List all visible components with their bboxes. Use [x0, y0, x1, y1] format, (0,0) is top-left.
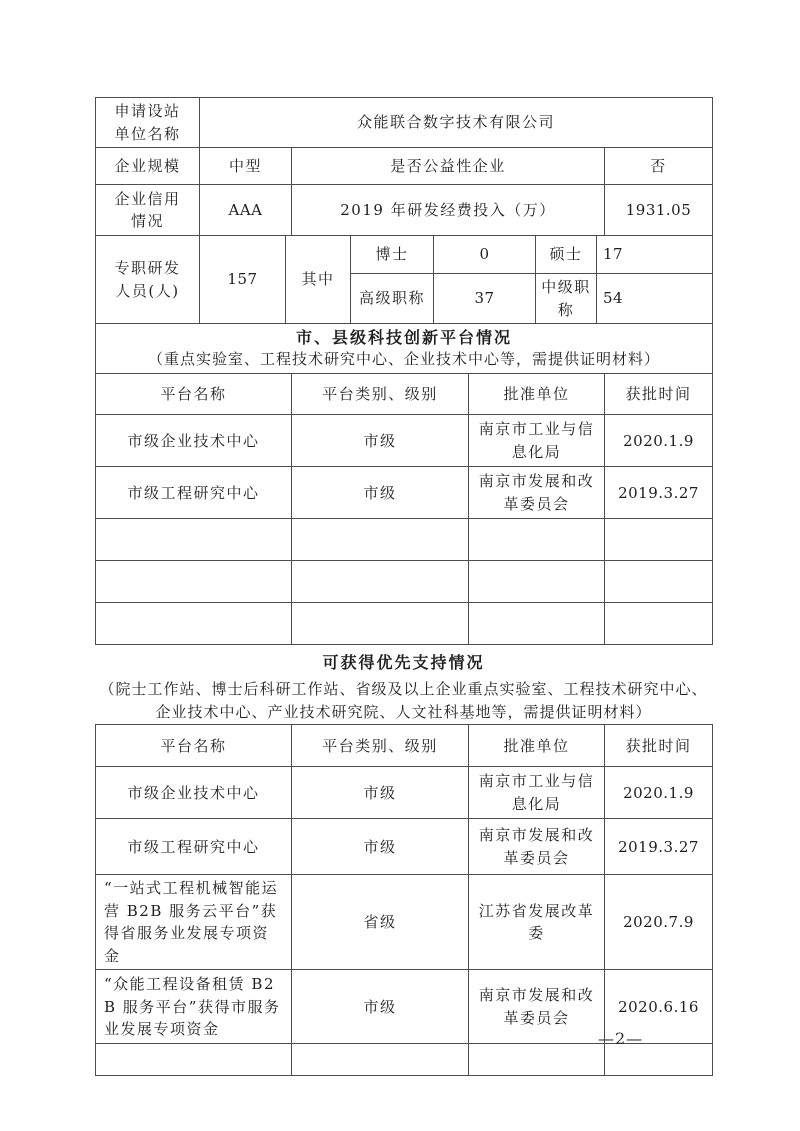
- empty-cell: [96, 603, 292, 645]
- col-header-approval-date: 获批时间: [605, 725, 713, 767]
- table-row: [96, 519, 713, 561]
- credit-label: 企业信用情况: [96, 185, 200, 236]
- empty-cell: [292, 1044, 469, 1076]
- empty-cell: [96, 1044, 292, 1076]
- platform-name-cell: 市级工程研究中心: [96, 819, 292, 875]
- empty-cell: [292, 603, 469, 645]
- public-welfare-value: 否: [605, 148, 713, 185]
- table-row: [96, 603, 713, 645]
- doctor-value: 0: [434, 236, 536, 274]
- empty-cell: [469, 519, 605, 561]
- city-section-band: [96, 324, 713, 374]
- middle-title-label: 中级职称: [536, 274, 597, 324]
- public-welfare-label: 是否公益性企业: [292, 148, 605, 185]
- approver-cell: 江苏省发展改革委: [469, 875, 605, 970]
- table-row: [96, 875, 713, 970]
- applicant-label: 申请设站单位名称: [96, 98, 200, 148]
- middle-title-value: 54: [597, 274, 713, 324]
- approver-cell: 南京市发展和改革委员会: [469, 970, 605, 1044]
- platform-level-cell: 市级: [292, 819, 469, 875]
- priority-section-subtitle: （院士工作站、博士后科研工作站、省级及以上企业重点实验室、工程技术研究中心、企业技术中心、产业技术研究院、人文社科基地等，需提供证明材料）: [99, 679, 708, 722]
- empty-cell: [605, 519, 713, 561]
- applicant-row: [96, 98, 713, 148]
- rd-staff-value: 157: [200, 236, 286, 324]
- approval-date-cell: 2019.3.27: [605, 819, 713, 875]
- page-number: —2—: [598, 1029, 644, 1048]
- platform-name-cell: “一站式工程机械智能运营 B2B 服务云平台”获得省服务业发展专项资金: [96, 875, 292, 970]
- credit-row: [96, 185, 713, 236]
- platform-name-cell: 市级企业技术中心: [96, 415, 292, 467]
- info-table-staff: [95, 235, 713, 324]
- platform-level-cell: 省级: [292, 875, 469, 970]
- platform-level-cell: 市级: [292, 767, 469, 819]
- among-label: 其中: [286, 236, 351, 324]
- info-table-top: [95, 97, 713, 236]
- city-section-title: 市、县级科技创新平台情况: [296, 328, 513, 347]
- city-section-header: [96, 324, 713, 374]
- master-value: 17: [597, 236, 713, 274]
- priority-section-title: 可获得优先支持情况: [322, 653, 485, 673]
- empty-cell: [469, 1044, 605, 1076]
- col-header-platform-level: 平台类别、级别: [292, 374, 469, 415]
- senior-title-label: 高级职称: [351, 274, 434, 324]
- staff-row-top: [96, 236, 713, 274]
- city-section-subtitle: （重点实验室、工程技术研究中心、企业技术中心等，需提供证明材料）: [148, 350, 661, 369]
- empty-cell: [469, 603, 605, 645]
- empty-cell: [292, 561, 469, 603]
- table-row: [96, 767, 713, 819]
- rd-staff-label: 专职研发人员(人): [96, 236, 200, 324]
- master-label: 硕士: [536, 236, 597, 274]
- company-name: 众能联合数字技术有限公司: [200, 98, 713, 148]
- col-header-approver: 批准单位: [469, 374, 605, 415]
- city-platform-table: [95, 323, 713, 645]
- empty-cell: [96, 561, 292, 603]
- approval-date-cell: 2020.6.16: [605, 970, 713, 1044]
- col-header-platform-level: 平台类别、级别: [292, 725, 469, 767]
- form-body: [95, 97, 712, 1076]
- approver-cell: 南京市工业与信息化局: [469, 767, 605, 819]
- approval-date-cell: 2020.1.9: [605, 767, 713, 819]
- platform-level-cell: 市级: [292, 467, 469, 519]
- rd-expense-value: 1931.05: [605, 185, 713, 236]
- platform-name-cell: “众能工程设备租赁 B2B 服务平台”获得市服务业发展专项资金: [96, 970, 292, 1044]
- col-header-platform-name: 平台名称: [96, 725, 292, 767]
- platform-name-cell: 市级企业技术中心: [96, 767, 292, 819]
- platform-name-cell: 市级工程研究中心: [96, 467, 292, 519]
- approver-cell: 南京市发展和改革委员会: [469, 467, 605, 519]
- scale-value: 中型: [200, 148, 292, 185]
- col-header-approval-date: 获批时间: [605, 374, 713, 415]
- table-row: [96, 467, 713, 519]
- table-row: [96, 1044, 713, 1076]
- scale-label: 企业规模: [96, 148, 200, 185]
- col-header-platform-name: 平台名称: [96, 374, 292, 415]
- empty-cell: [605, 603, 713, 645]
- approval-date-cell: 2020.7.9: [605, 875, 713, 970]
- empty-cell: [469, 561, 605, 603]
- table-row: [96, 415, 713, 467]
- priority-section-header: [95, 645, 712, 724]
- priority-table-header-row: [96, 725, 713, 767]
- table-row: [96, 819, 713, 875]
- priority-support-table: [95, 724, 713, 1076]
- table-row: [96, 561, 713, 603]
- city-table-header-row: [96, 374, 713, 415]
- senior-title-value: 37: [434, 274, 536, 324]
- col-header-approver: 批准单位: [469, 725, 605, 767]
- approver-cell: 南京市发展和改革委员会: [469, 819, 605, 875]
- approver-cell: 南京市工业与信息化局: [469, 415, 605, 467]
- empty-cell: [605, 1044, 713, 1076]
- platform-level-cell: 市级: [292, 415, 469, 467]
- empty-cell: [96, 519, 292, 561]
- empty-cell: [605, 561, 713, 603]
- rd-expense-label: 2019 年研发经费投入（万）: [292, 185, 605, 236]
- credit-value: AAA: [200, 185, 292, 236]
- approval-date-cell: 2019.3.27: [605, 467, 713, 519]
- empty-cell: [292, 519, 469, 561]
- scale-row: [96, 148, 713, 185]
- approval-date-cell: 2020.1.9: [605, 415, 713, 467]
- platform-level-cell: 市级: [292, 970, 469, 1044]
- doctor-label: 博士: [351, 236, 434, 274]
